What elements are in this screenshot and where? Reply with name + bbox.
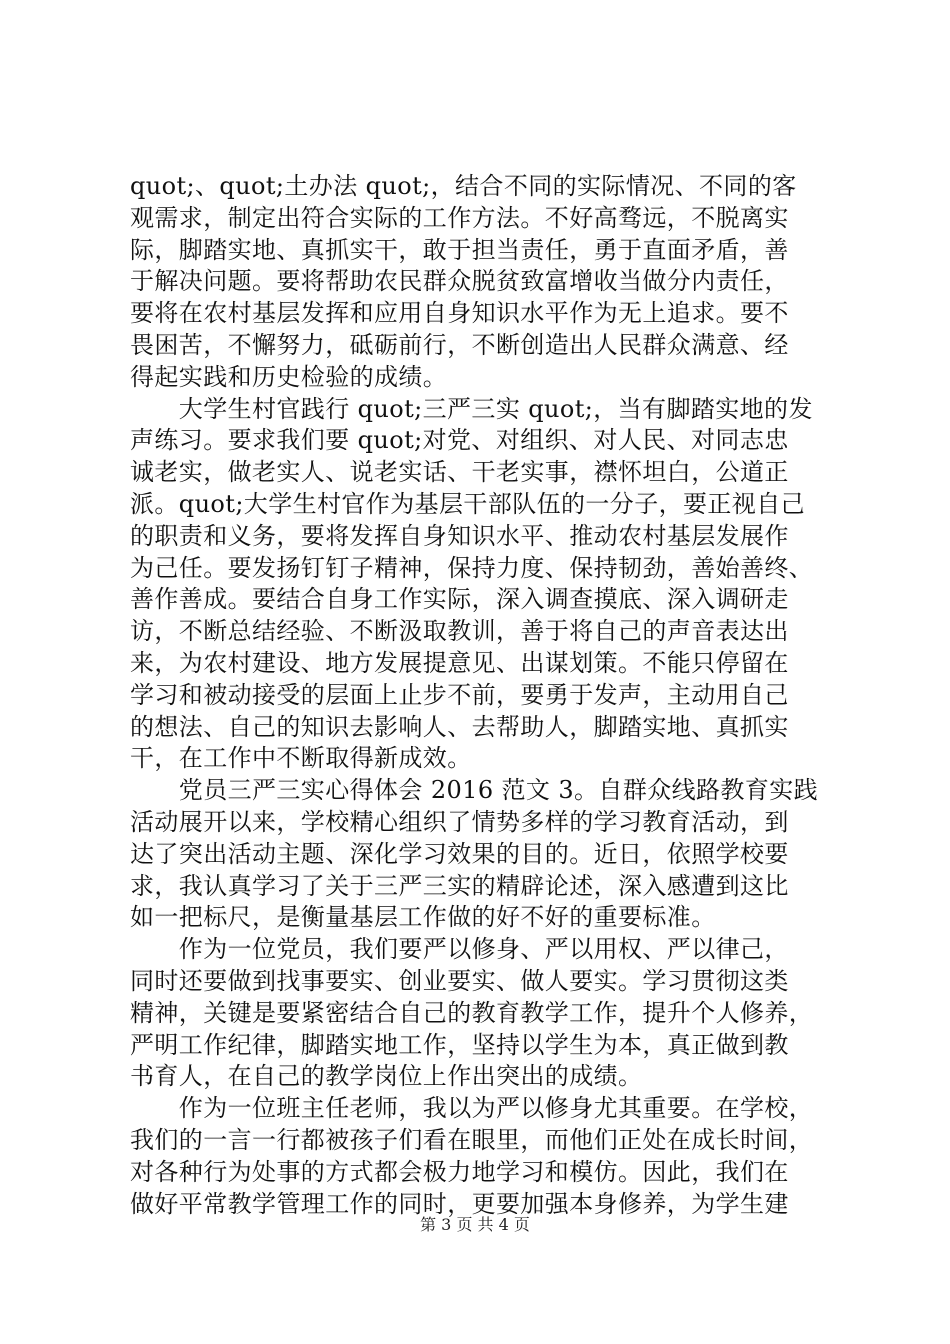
text-line: 为己任。要发扬钉钉子精神，保持力度、保持韧劲，善始善终、 <box>130 553 814 582</box>
text-line: 达了突出活动主题、深化学习效果的目的。近日，依照学校要 <box>130 839 789 868</box>
text-line: 作为一位班主任老师，我以为严以修身尤其重要。在学校， <box>130 1094 814 1123</box>
text-line: 观需求，制定出符合实际的工作方法。不好高骛远，不脱离实 <box>130 203 789 232</box>
text-line: 的职责和义务，要将发挥自身知识水平、推动农村基层发展作 <box>130 521 789 550</box>
text-line: 严明工作纪律，脚踏实地工作，坚持以学生为本，真正做到教 <box>130 1030 789 1059</box>
text-line: 干，在工作中不断取得新成效。 <box>130 744 472 773</box>
text-line: 善作善成。要结合自身工作实际，深入调查摸底、深入调研走 <box>130 585 789 614</box>
text-line: 来，为农村建设、地方发展提意见、出谋划策。不能只停留在 <box>130 648 789 677</box>
text-line: 声练习。要求我们要 quot;对党、对组织、对人民、对同志忠 <box>130 426 789 455</box>
text-line: 活动展开以来，学校精心组织了情势多样的学习教育活动，到 <box>130 807 789 836</box>
page-footer: 第 3 页 共 4 页 <box>420 1215 530 1234</box>
text-line: 大学生村官践行 quot;三严三实 quot;，当有脚踏实地的发 <box>130 394 813 423</box>
text-line: 如一把标尺，是衡量基层工作做的好不好的重要标准。 <box>130 903 716 932</box>
text-line: 派。quot;大学生村官作为基层干部队伍的一分子，要正视自己 <box>130 489 805 518</box>
text-line: 党员三严三实心得体会 2016 范文 3。自群众线路教育实践 <box>130 776 819 805</box>
document-body <box>130 171 830 1220</box>
text-line: 要将在农村基层发挥和应用自身知识水平作为无上追求。要不 <box>130 299 789 328</box>
text-line: 我们的一言一行都被孩子们看在眼里，而他们正处在成长时间， <box>130 1125 814 1154</box>
text-line: 做好平常教学管理工作的同时，更要加强本身修养，为学生建 <box>130 1189 789 1218</box>
text-line: 于解决问题。要将帮助农民群众脱贫致富增收当做分内责任， <box>130 267 789 296</box>
text-line: 精神，关键是要紧密结合自己的教育教学工作，提升个人修养， <box>130 998 814 1027</box>
text-line: 学习和被动接受的层面上止步不前，要勇于发声，主动用自己 <box>130 680 789 709</box>
text-line: 书育人，在自己的教学岗位上作出突出的成绩。 <box>130 1062 643 1091</box>
text-line: 畏困苦，不懈努力，砥砺前行，不断创造出人民群众满意、经 <box>130 330 789 359</box>
text-line: 访，不断总结经验、不断汲取教训，善于将自己的声音表达出 <box>130 617 789 646</box>
text-line: quot;、quot;土办法 quot;，结合不同的实际情况、不同的客 <box>130 172 797 200</box>
text-line: 作为一位党员，我们要严以修身、严以用权、严以律己， <box>130 935 789 964</box>
text-line: 求，我认真学习了关于三严三实的精辟论述，深入感遭到这比 <box>130 871 789 900</box>
text-line: 的想法、自己的知识去影响人、去帮助人，脚踏实地、真抓实 <box>130 712 789 741</box>
text-line: 际，脚踏实地、真抓实干，敢于担当责任，勇于直面矛盾，善 <box>130 235 789 264</box>
text-line: 得起实践和历史检验的成绩。 <box>130 362 448 391</box>
text-line: 对各种行为处事的方式都会极力地学习和模仿。因此，我们在 <box>130 1157 789 1186</box>
text-line: 诚老实，做老实人、说老实话、干老实事，襟怀坦白，公道正 <box>130 458 789 487</box>
text-line: 同时还要做到找事要实、创业要实、做人要实。学习贯彻这类 <box>130 966 789 995</box>
